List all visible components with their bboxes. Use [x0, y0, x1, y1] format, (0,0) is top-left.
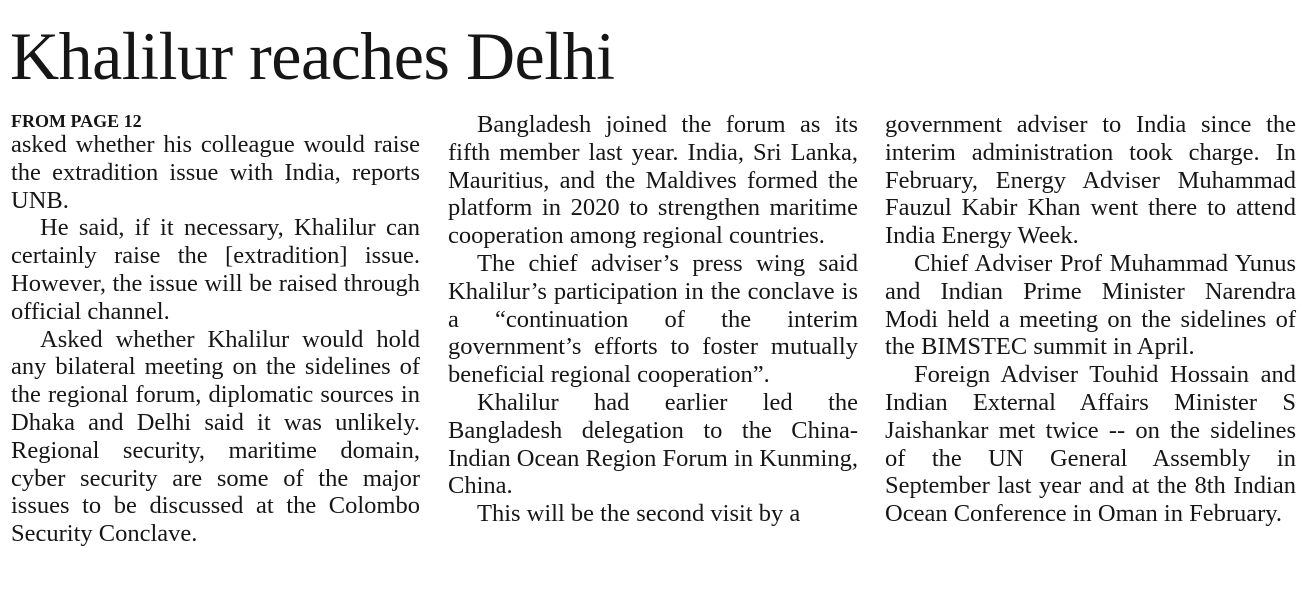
article-column-3: [885, 111, 1296, 528]
paragraph: The chief adviser’s press wing said Khalilur’s participation in the conclave is a “continuation of the interim government’s efforts to foster mutually beneficial regional cooperation”.: [448, 249, 858, 389]
paragraph: He said, if it necessary, Khalilur can certainly raise the [extradition] issue. However, the issue will be raised through official channel.: [11, 214, 420, 325]
paragraph: Khalilur had earlier led the Bangladesh delegation to the China-Indian Ocean Region Forum in Kunming, China.: [448, 388, 858, 500]
paragraph: Foreign Adviser Touhid Hossain and Indian External Affairs Minister S Jaishankar met twice -- on the sidelines of the UN General Assembly in September last year and at the 8th Indian Ocean Conference in Oman in February.: [885, 361, 1296, 528]
headline: Khalilur reaches Delhi: [10, 18, 615, 94]
paragraph: Bangladesh joined the forum as its fifth member last year. India, Sri Lanka, Mauritius, and the Maldives formed the platform in 2020 to strengthen maritime cooperation among regional countries.: [448, 111, 858, 250]
paragraph: asked whether his colleague would raise the extradition issue with India, reports UNB.: [11, 131, 420, 214]
paragraph: Chief Adviser Prof Muhammad Yunus and Indian Prime Minister Narendra Modi held a meeting on the sidelines of the BIMSTEC summit in April.: [885, 249, 1296, 361]
paragraph: government adviser to India since the interim administration took charge. In February, Energy Adviser Muhammad Fauzul Kabir Khan went there to attend India Energy Week.: [885, 111, 1296, 250]
dateline: FROM PAGE 12: [11, 111, 142, 131]
article-column-2: [448, 111, 858, 528]
paragraph: Asked whether Khalilur would hold any bilateral meeting on the sidelines of the regional forum, diplomatic sources in Dhaka and Delhi said it was unlikely. Regional security, maritime domain, cyber security are some of the major issues to be discussed at the Colombo Security Conclave.: [11, 325, 420, 548]
article-column-1: [11, 111, 420, 548]
paragraph: This will be the second visit by a: [477, 500, 801, 528]
